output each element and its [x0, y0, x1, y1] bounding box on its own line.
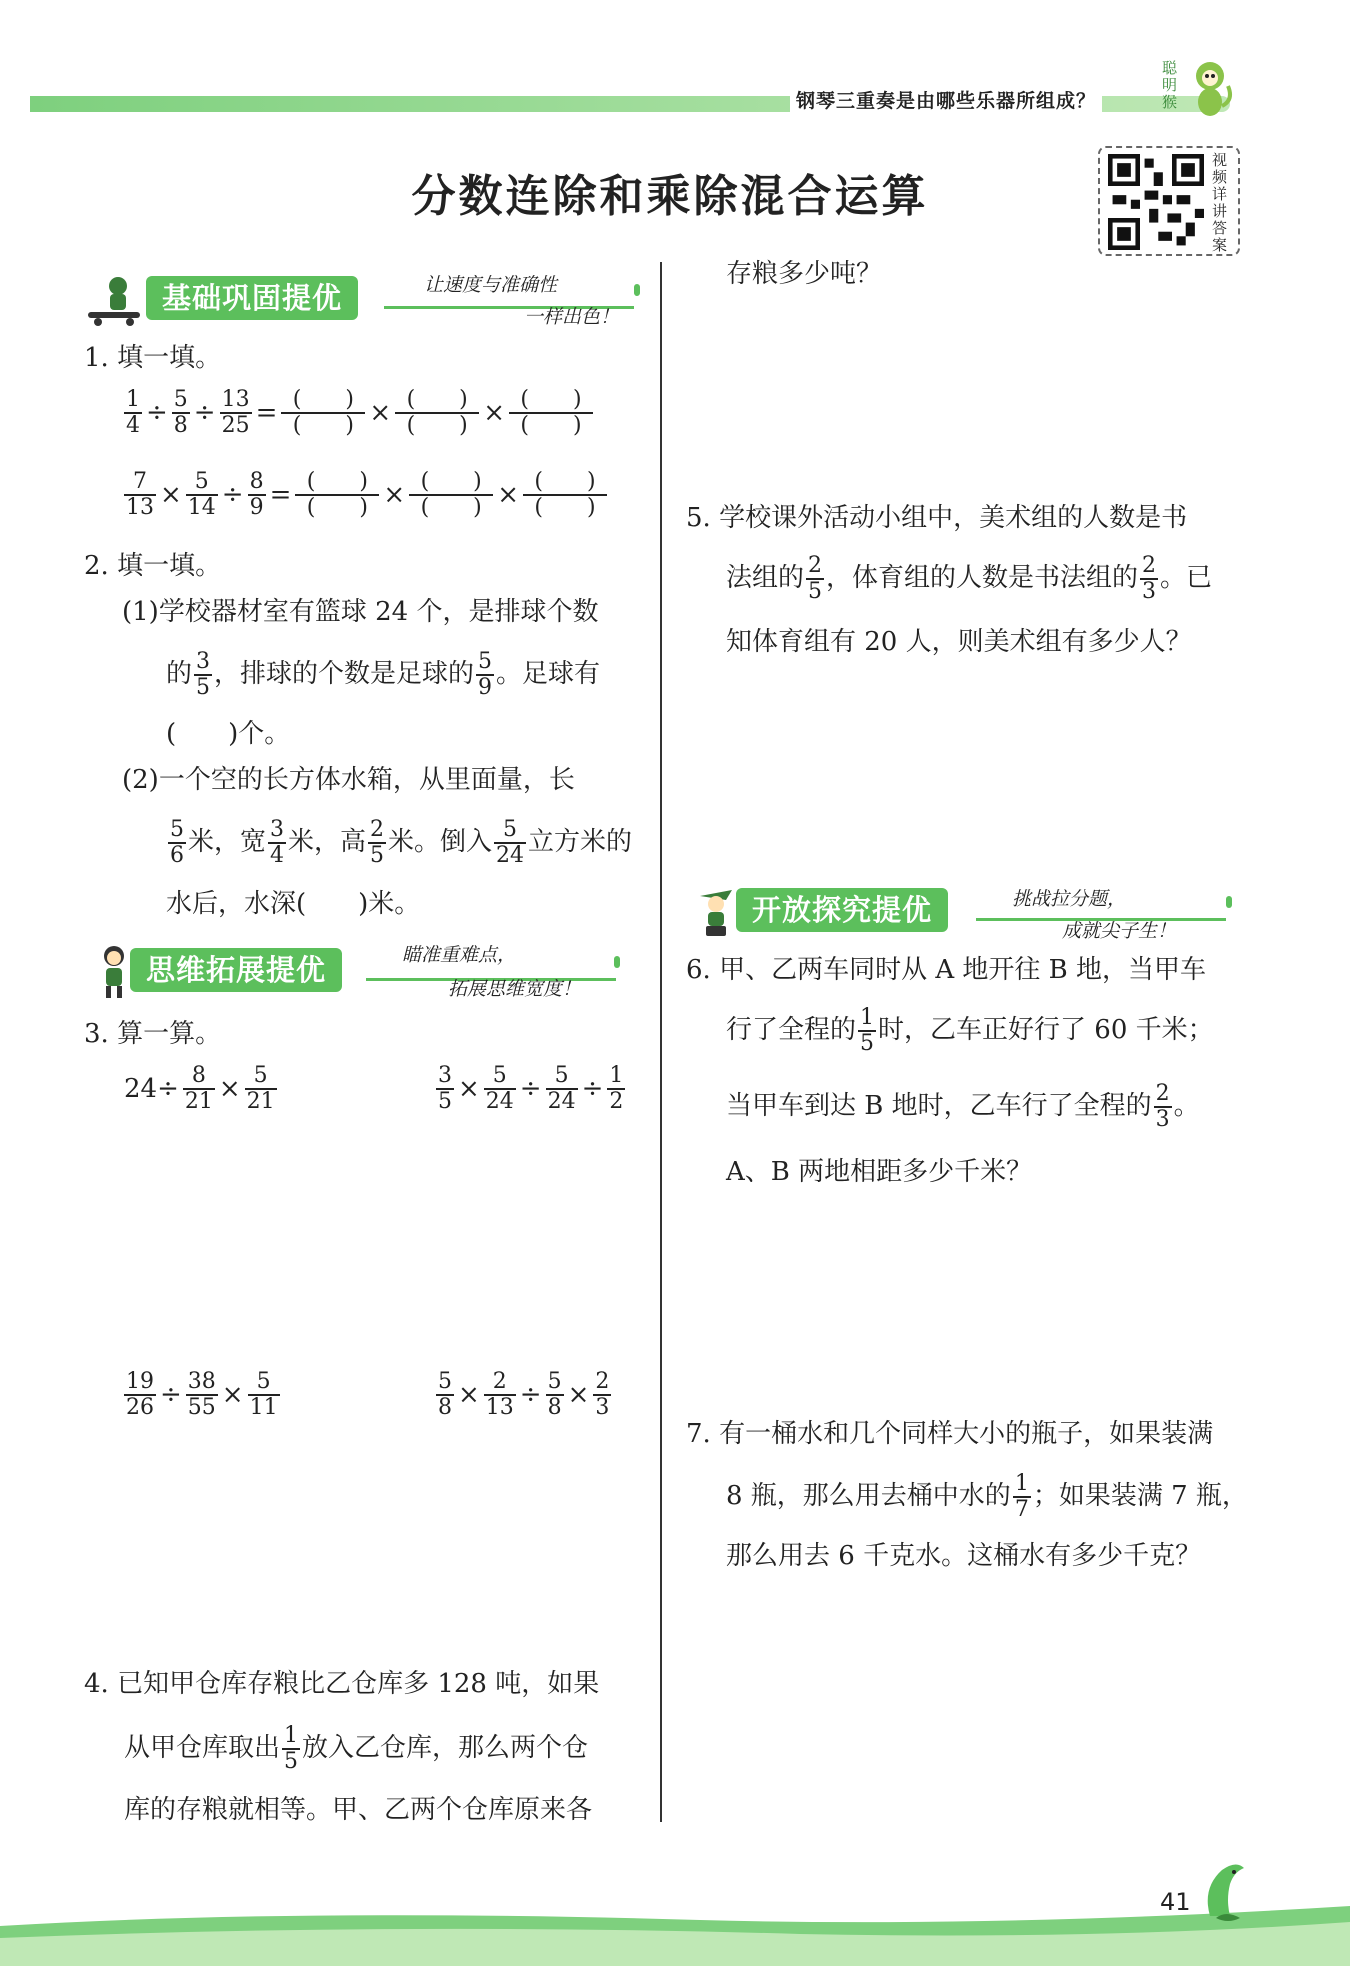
q1-heading: 1. 填一填。	[84, 343, 222, 373]
section-basic-slogan-2: 一样出色！	[524, 306, 620, 328]
section-explore-slogan-2: 成就尖子生！	[1062, 920, 1177, 942]
operator: ÷	[193, 398, 216, 428]
q4-line4: 存粮多少吨？	[726, 259, 883, 289]
q3-expression-4	[434, 1370, 613, 1420]
section-extend-slogan-1: 瞄准重难点，	[402, 944, 517, 966]
fraction: $\frac{1}{7}$	[1014, 1471, 1029, 1522]
fraction: $\frac{19}{26}$	[126, 1369, 154, 1420]
q2-p1-line2: 的 $\frac{3}{5}$ ，排球的个数是足球的 $\frac{5}{9}$ 。足球有	[166, 649, 601, 700]
q6-line1: 6. 甲、乙两车同时从 A 地开往 B 地，当甲车	[686, 955, 1207, 985]
operator: =	[269, 480, 292, 510]
header-question: 钢琴三重奏是由哪些乐器所组成？	[790, 84, 1102, 115]
fraction: $\frac{8}{9}$	[249, 469, 264, 520]
fraction: $\frac{5}{8}$	[547, 1369, 562, 1420]
q6-line3: 当甲车到达 B 地时，乙车行了全程的 $\frac{2}{3}$ 。	[726, 1081, 1200, 1132]
operator: ×	[567, 1380, 590, 1410]
section-basic-label: 基础巩固提优	[146, 276, 358, 320]
q2-p2-line2: $\frac{5}{6}$ 米，宽 $\frac{3}{4}$ 米，高 $\frac{2}{5}$ 米。倒入 $\frac{5}{24}$ 立方米的	[170, 817, 633, 868]
monkey-icon	[1182, 56, 1236, 120]
fraction: $\frac{5}{8}$	[438, 1369, 452, 1420]
section-explore	[686, 880, 1236, 944]
fraction: $\frac{2}{3}$	[595, 1369, 610, 1420]
fraction: $\frac{3}{5}$	[438, 1063, 452, 1114]
footer-wave	[0, 1900, 1350, 1966]
q2-heading: 2. 填一填。	[84, 551, 222, 581]
operator: ×	[218, 1074, 241, 1104]
answer-blank[interactable]: ( ) ( )	[395, 388, 479, 438]
operator: ×	[383, 480, 406, 510]
operator: ÷	[146, 398, 168, 428]
fraction: $\frac{3}{5}$	[196, 649, 211, 700]
q3-expression-1	[122, 1064, 279, 1114]
page-number: 41	[1160, 1888, 1191, 1916]
q4-line2: 从甲仓库取出 $\frac{1}{5}$ 放入乙仓库，那么两个仓	[124, 1723, 589, 1774]
skateboard-kid-icon	[84, 270, 144, 330]
fraction: $\frac{3}{4}$	[270, 817, 285, 868]
operator: ÷	[519, 1074, 542, 1104]
fraction: $\frac{2}{3}$	[1155, 1081, 1170, 1132]
fraction: $\frac{2}{5}$	[808, 553, 823, 604]
brand-logo: 聪 明 猴	[1160, 56, 1236, 120]
section-basic	[84, 268, 644, 332]
operator: ÷	[221, 480, 244, 510]
q2-p1-line1: (1)学校器材室有篮球 24 个，是排球个数	[122, 597, 599, 627]
operator: ×	[221, 1380, 244, 1410]
q2-p1-line3: ( )个。	[166, 719, 291, 749]
fraction: $\frac{5}{24}$	[547, 1063, 576, 1114]
q1-row-1	[122, 388, 595, 438]
fraction: $\frac{38}{55}$	[187, 1369, 216, 1420]
fraction: $\frac{2}{3}$	[1142, 553, 1157, 604]
column-divider	[660, 262, 662, 1822]
q7-line1: 7. 有一桶水和几个同样大小的瓶子，如果装满	[686, 1419, 1214, 1449]
section-extend	[84, 940, 624, 1004]
fraction: $\frac{13}{25}$	[221, 387, 250, 438]
q2-p2-line1: (2)一个空的长方体水箱，从里面量，长	[122, 765, 575, 795]
section-explore-slogan-1: 挑战拉分题，	[1012, 888, 1127, 910]
fraction: $\frac{5}{24}$	[485, 1063, 514, 1114]
operator: 24÷	[124, 1074, 179, 1104]
operator: ÷	[581, 1074, 604, 1104]
q3-expression-3	[122, 1370, 282, 1420]
answer-blank[interactable]: ( ) ( )	[281, 388, 365, 438]
q3-heading: 3. 算一算。	[84, 1019, 222, 1049]
fraction: $\frac{1}{5}$	[284, 1723, 299, 1774]
q5-line3: 知体育组有 20 人，则美术组有多少人？	[726, 627, 1192, 657]
operator: ÷	[519, 1380, 542, 1410]
operator: =	[255, 398, 278, 428]
fraction: $\frac{5}{6}$	[170, 817, 184, 868]
fraction: $\frac{5}{14}$	[187, 469, 216, 520]
q6-line4: A、B 两地相距多少千米？	[726, 1157, 1033, 1187]
fraction: $\frac{5}{8}$	[173, 387, 188, 438]
answer-blank[interactable]: ( ) ( )	[295, 470, 379, 520]
fraction: $\frac{2}{5}$	[370, 817, 385, 868]
q6-line2: 行了全程的 $\frac{1}{5}$ 时，乙车正好行了 60 千米；	[726, 1005, 1214, 1056]
q5-line2: 法组的 $\frac{2}{5}$ ，体育组的人数是书法组的 $\frac{2}{3}$ 。已	[726, 553, 1213, 604]
q4-line3: 库的存粮就相等。甲、乙两个仓库原来各	[124, 1795, 593, 1825]
fraction: $\frac{1}{2}$	[609, 1063, 624, 1114]
fraction: $\frac{7}{13}$	[126, 469, 154, 520]
answer-blank[interactable]: ( ) ( )	[409, 470, 493, 520]
answer-blank[interactable]: ( ) ( )	[509, 388, 593, 438]
page-title: 分数连除和乘除混合运算	[411, 171, 929, 222]
section-extend-slogan-2: 拓展思维宽度！	[448, 978, 582, 1000]
q1-row-2	[122, 470, 609, 520]
fraction: $\frac{5}{21}$	[246, 1063, 275, 1114]
q4-line1: 4. 已知甲仓库存粮比乙仓库多 128 吨，如果	[84, 1669, 600, 1699]
q2-p2-line3: 水后，水深( )米。	[166, 889, 421, 919]
qr-label: 视 频 详 讲 答 案	[1212, 151, 1228, 254]
q7-line3: 那么用去 6 千克水。这桶水有多少千克？	[726, 1541, 1202, 1571]
operator: ×	[160, 480, 182, 510]
qr-code-icon	[1108, 154, 1204, 250]
operator: ×	[483, 398, 505, 428]
section-extend-label: 思维拓展提优	[130, 948, 342, 992]
operator: ×	[497, 480, 519, 510]
q3-expression-2	[434, 1064, 627, 1114]
section-basic-slogan-1: 让速度与准确性	[424, 274, 558, 296]
operator: ×	[458, 1074, 480, 1104]
operator: ÷	[160, 1380, 182, 1410]
fraction: $\frac{5}{11}$	[249, 1369, 278, 1420]
fraction: $\frac{1}{5}$	[860, 1005, 875, 1056]
fraction: $\frac{5}{24}$	[496, 817, 525, 868]
fraction: $\frac{8}{21}$	[184, 1063, 213, 1114]
qr-code[interactable]	[1098, 146, 1240, 256]
dolphin-icon	[1196, 1858, 1256, 1928]
fraction: $\frac{2}{13}$	[485, 1369, 514, 1420]
operator: ×	[458, 1380, 480, 1410]
fraction: $\frac{1}{4}$	[126, 387, 140, 438]
q5-line1: 5. 学校课外活动小组中，美术组的人数是书	[686, 503, 1188, 533]
answer-blank[interactable]: ( ) ( )	[523, 470, 607, 520]
operator: ×	[369, 398, 392, 428]
fraction: $\frac{5}{9}$	[478, 649, 493, 700]
section-explore-label: 开放探究提优	[736, 888, 948, 932]
q7-line2: 8 瓶，那么用去桶中水的 $\frac{1}{7}$ ；如果装满 7 瓶，	[726, 1471, 1248, 1522]
